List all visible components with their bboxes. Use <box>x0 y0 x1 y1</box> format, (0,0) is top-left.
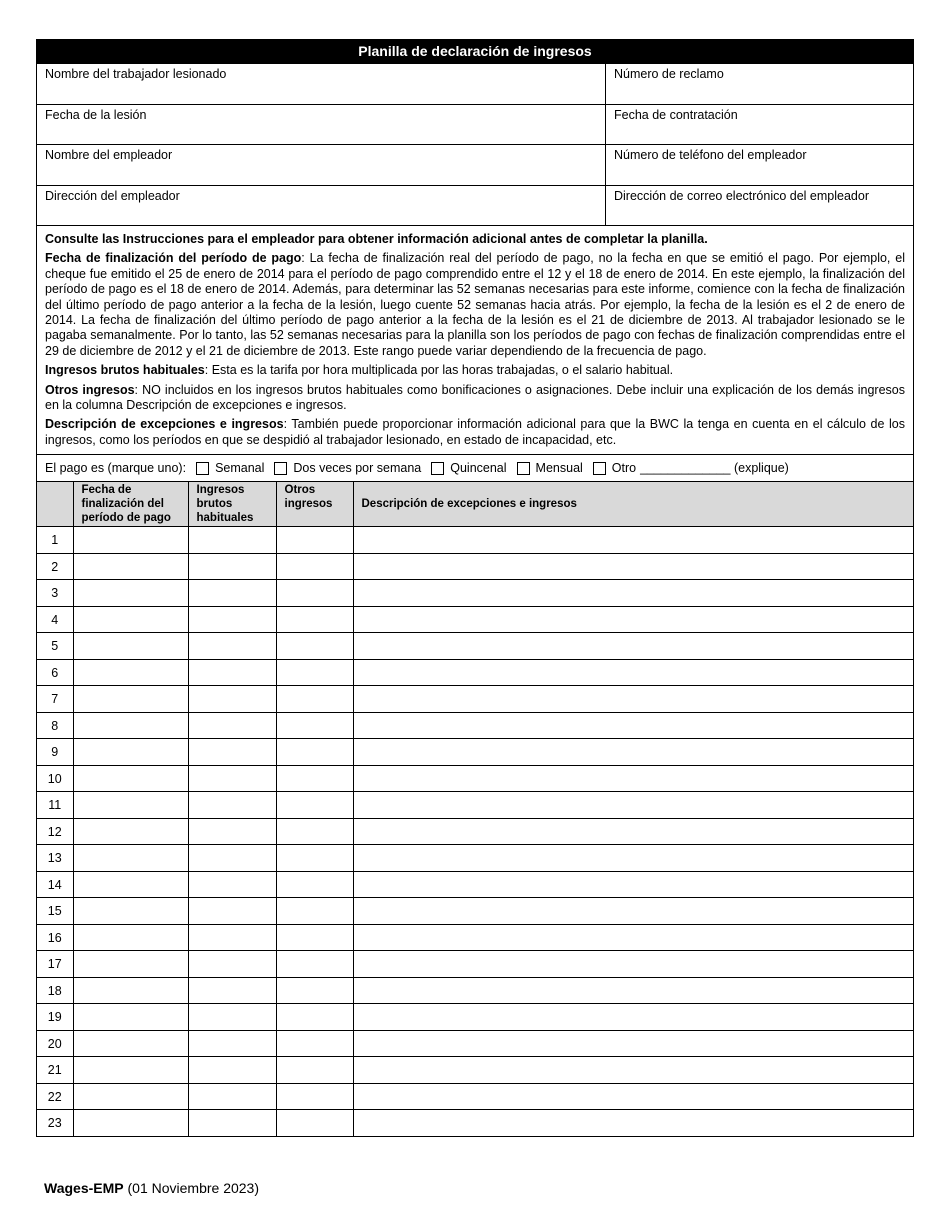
row-number: 19 <box>37 1004 73 1031</box>
gross-wages-cell[interactable] <box>188 1030 276 1057</box>
description-cell[interactable] <box>353 712 913 739</box>
gross-wages-cell[interactable] <box>188 951 276 978</box>
gross-wages-cell[interactable] <box>188 845 276 872</box>
gross-wages-cell[interactable] <box>188 606 276 633</box>
table-row <box>37 1030 913 1057</box>
injury-date-field[interactable]: Fecha de la lesión <box>37 105 606 145</box>
gross-wages-cell[interactable] <box>188 1004 276 1031</box>
gross-wages-cell[interactable] <box>188 739 276 766</box>
row-number: 8 <box>37 712 73 739</box>
row-number: 20 <box>37 1030 73 1057</box>
row-number: 10 <box>37 765 73 792</box>
pay-period-end-cell[interactable] <box>73 1110 188 1137</box>
wages-table-header <box>37 482 913 527</box>
table-row <box>37 1057 913 1084</box>
pay-period-end-cell[interactable] <box>73 606 188 633</box>
table-row <box>37 1110 913 1137</box>
description-cell[interactable] <box>353 871 913 898</box>
form-date: (01 Noviembre 2023) <box>127 1180 260 1196</box>
gross-wages-cell[interactable] <box>188 712 276 739</box>
instruction-exceptions: Descripción de excepciones e ingresos: También puede proporcionar información adicional para que la BWC la tenga en cuenta en el cálculo de los ingresos, como los períodos en que se despidió al trabajador lesionado, en estado de incapacidad, etc. <box>45 417 905 447</box>
other-income-cell[interactable] <box>276 792 353 819</box>
description-cell[interactable] <box>353 659 913 686</box>
pay-period-end-cell[interactable] <box>73 527 188 554</box>
gross-wages-cell[interactable] <box>188 553 276 580</box>
table-row <box>37 977 913 1004</box>
other-income-cell[interactable] <box>276 818 353 845</box>
table-row <box>37 871 913 898</box>
table-row <box>37 739 913 766</box>
other-income-cell[interactable] <box>276 1057 353 1084</box>
form-code: Wages-EMP <box>44 1180 124 1196</box>
other-income-cell[interactable] <box>276 1030 353 1057</box>
pay-period-end-cell[interactable] <box>73 1083 188 1110</box>
table-row <box>37 818 913 845</box>
pay-option-biweekly[interactable]: Quincenal <box>431 461 506 475</box>
pay-option-twice-weekly[interactable]: Dos veces por semana <box>274 461 421 475</box>
pay-option-monthly[interactable]: Mensual <box>517 461 583 475</box>
description-cell[interactable] <box>353 553 913 580</box>
injured-worker-name-field[interactable]: Nombre del trabajador lesionado <box>37 64 606 104</box>
description-cell[interactable] <box>353 818 913 845</box>
description-cell[interactable] <box>353 951 913 978</box>
table-row <box>37 686 913 713</box>
info-row-employer <box>37 144 913 185</box>
pay-period-end-cell[interactable] <box>73 1030 188 1057</box>
instruction-pay-period-end: Fecha de finalización del período de pago: La fecha de finalización real del período de pago, no la fecha en que se emitió el pago. Por ejemplo, el cheque fue emitido el 25 de enero de 2014 para el período de pago comprendido entre el 12 y el 18 de enero de 2014. En este ejemplo, la finalización del período de pago es el 18 de enero de 2014. Además, para determinar las 52 semanas necesarias para este informe, comience con la fecha de finalización del último período de pago anterior a la fecha de la lesión, luego cuente 52 semanas hacia atrás. Por ejemplo, la fecha de la lesión es el 2 de enero de 2014. La fecha de finalización del último período de pago anterior a la fecha de la lesión es el 21 de diciembre de 2013. Al trabajador lesionado se le pagaba semanalmente. Por lo tanto, las 52 semanas necesarias para la planilla son los períodos de pago con fechas de finalización comprendidas entre el 29 de diciembre de 2012 y el 21 de diciembre de 2013. Este rango puede variar dependiendo de la frecuencia de pago. <box>45 251 905 358</box>
pay-period-end-cell[interactable] <box>73 765 188 792</box>
table-row <box>37 553 913 580</box>
gross-wages-cell[interactable] <box>188 924 276 951</box>
instructions-intro: Consulte las Instrucciones para el empleador para obtener información adicional antes de completar la planilla. <box>45 232 708 246</box>
header-row-number <box>37 482 73 527</box>
row-number: 2 <box>37 553 73 580</box>
other-income-cell[interactable] <box>276 924 353 951</box>
info-row-address <box>37 185 913 226</box>
header-pay-period-end: Fecha de finalización del período de pago <box>73 482 188 527</box>
description-cell[interactable] <box>353 977 913 1004</box>
gross-wages-cell[interactable] <box>188 659 276 686</box>
gross-wages-cell[interactable] <box>188 977 276 1004</box>
other-income-cell[interactable] <box>276 871 353 898</box>
table-row <box>37 1083 913 1110</box>
description-cell[interactable] <box>353 845 913 872</box>
other-income-cell[interactable] <box>276 845 353 872</box>
description-cell[interactable] <box>353 792 913 819</box>
other-income-cell[interactable] <box>276 659 353 686</box>
other-income-cell[interactable] <box>276 898 353 925</box>
pay-period-end-cell[interactable] <box>73 792 188 819</box>
employer-phone-field[interactable]: Número de teléfono del empleador <box>614 148 807 162</box>
row-number: 17 <box>37 951 73 978</box>
pay-option-other[interactable]: Otro _____________ (explique) <box>593 461 789 475</box>
pay-period-end-cell[interactable] <box>73 633 188 660</box>
gross-wages-cell[interactable] <box>188 1083 276 1110</box>
instructions-section <box>37 225 913 454</box>
row-number: 11 <box>37 792 73 819</box>
pay-period-end-cell[interactable] <box>73 977 188 1004</box>
other-income-cell[interactable] <box>276 553 353 580</box>
form-title: Planilla de declaración de ingresos <box>37 40 913 63</box>
pay-period-end-cell[interactable] <box>73 553 188 580</box>
row-number: 3 <box>37 580 73 607</box>
other-explain-blank[interactable]: _____________ (explique) <box>640 461 789 476</box>
table-row <box>37 924 913 951</box>
pay-period-end-cell[interactable] <box>73 712 188 739</box>
checkbox-biweekly[interactable] <box>431 462 444 475</box>
pay-period-end-cell[interactable] <box>73 580 188 607</box>
table-row <box>37 580 913 607</box>
row-number: 12 <box>37 818 73 845</box>
pay-period-end-cell[interactable] <box>73 818 188 845</box>
instruction-gross-wages: Ingresos brutos habituales: Esta es la tarifa por hora multiplicada por las horas trabajadas, o el salario habitual. <box>45 363 674 378</box>
other-income-cell[interactable] <box>276 1110 353 1137</box>
wages-table <box>37 481 913 1136</box>
row-number: 9 <box>37 739 73 766</box>
checkbox-weekly[interactable] <box>196 462 209 475</box>
pay-period-end-cell[interactable] <box>73 686 188 713</box>
row-number: 6 <box>37 659 73 686</box>
other-income-cell[interactable] <box>276 1004 353 1031</box>
other-income-cell[interactable] <box>276 739 353 766</box>
row-number: 5 <box>37 633 73 660</box>
other-income-cell[interactable] <box>276 712 353 739</box>
header-other-income: Otros ingresos <box>276 482 353 527</box>
wage-statement-form <box>36 39 914 1137</box>
gross-wages-cell[interactable] <box>188 765 276 792</box>
row-number: 22 <box>37 1083 73 1110</box>
description-cell[interactable] <box>353 633 913 660</box>
gross-wages-cell[interactable] <box>188 898 276 925</box>
gross-wages-cell[interactable] <box>188 792 276 819</box>
pay-period-end-cell[interactable] <box>73 845 188 872</box>
description-cell[interactable] <box>353 1083 913 1110</box>
description-cell[interactable] <box>353 924 913 951</box>
table-row <box>37 898 913 925</box>
description-cell[interactable] <box>353 1110 913 1137</box>
checkbox-monthly[interactable] <box>517 462 530 475</box>
table-row <box>37 1004 913 1031</box>
other-income-cell[interactable] <box>276 606 353 633</box>
description-cell[interactable] <box>353 765 913 792</box>
table-row <box>37 606 913 633</box>
table-row <box>37 712 913 739</box>
pay-period-end-cell[interactable] <box>73 924 188 951</box>
description-cell[interactable] <box>353 1004 913 1031</box>
employer-address-field[interactable]: Dirección del empleador <box>37 186 606 226</box>
employer-name-field[interactable]: Nombre del empleador <box>37 145 606 185</box>
pay-period-end-cell[interactable] <box>73 1057 188 1084</box>
table-row <box>37 951 913 978</box>
row-number: 21 <box>37 1057 73 1084</box>
description-cell[interactable] <box>353 686 913 713</box>
pay-period-end-cell[interactable] <box>73 659 188 686</box>
other-income-cell[interactable] <box>276 1083 353 1110</box>
other-income-cell[interactable] <box>276 527 353 554</box>
hire-date-field[interactable]: Fecha de contratación <box>614 107 738 122</box>
header-gross-wages: Ingresos brutos habituales <box>188 482 276 527</box>
pay-period-end-cell[interactable] <box>73 1004 188 1031</box>
pay-period-end-cell[interactable] <box>73 739 188 766</box>
description-cell[interactable] <box>353 1057 913 1084</box>
row-number: 4 <box>37 606 73 633</box>
gross-wages-cell[interactable] <box>188 527 276 554</box>
pay-frequency-label: El pago es (marque uno): <box>45 461 187 476</box>
info-row-worker <box>37 63 913 104</box>
other-income-cell[interactable] <box>276 977 353 1004</box>
table-row <box>37 633 913 660</box>
table-row <box>37 527 913 554</box>
row-number: 13 <box>37 845 73 872</box>
gross-wages-cell[interactable] <box>188 1110 276 1137</box>
instruction-other-income: Otros ingresos: NO incluidos en los ingresos brutos habituales como bonificaciones o asignaciones. Debe incluir una explicación de los demás ingresos en la columna Descripción de excepciones e ingresos. <box>45 382 905 413</box>
description-cell[interactable] <box>353 898 913 925</box>
gross-wages-cell[interactable] <box>188 871 276 898</box>
row-number: 16 <box>37 924 73 951</box>
other-income-cell[interactable] <box>276 580 353 607</box>
description-cell[interactable] <box>353 1030 913 1057</box>
pay-period-end-cell[interactable] <box>73 898 188 925</box>
wages-table-body <box>37 527 913 1137</box>
checkbox-other[interactable] <box>593 462 606 475</box>
pay-period-end-cell[interactable] <box>73 871 188 898</box>
description-cell[interactable] <box>353 606 913 633</box>
table-row <box>37 792 913 819</box>
row-number: 1 <box>37 527 73 554</box>
description-cell[interactable] <box>353 580 913 607</box>
row-number: 14 <box>37 871 73 898</box>
form-footer <box>44 1180 259 1196</box>
row-number: 18 <box>37 977 73 1004</box>
checkbox-twice-weekly[interactable] <box>274 462 287 475</box>
gross-wages-cell[interactable] <box>188 1057 276 1084</box>
description-cell[interactable] <box>353 527 913 554</box>
other-income-cell[interactable] <box>276 951 353 978</box>
header-description: Descripción de excepciones e ingresos <box>353 482 913 527</box>
other-income-cell[interactable] <box>276 765 353 792</box>
pay-frequency-row <box>37 454 913 481</box>
claim-number-field[interactable]: Número de reclamo <box>614 67 724 81</box>
gross-wages-cell[interactable] <box>188 633 276 660</box>
other-income-cell[interactable] <box>276 686 353 713</box>
pay-period-end-cell[interactable] <box>73 951 188 978</box>
info-row-dates <box>37 104 913 145</box>
row-number: 7 <box>37 686 73 713</box>
row-number: 15 <box>37 898 73 925</box>
table-row <box>37 659 913 686</box>
gross-wages-cell[interactable] <box>188 686 276 713</box>
other-income-cell[interactable] <box>276 633 353 660</box>
table-row <box>37 845 913 872</box>
pay-option-weekly[interactable]: Semanal <box>196 461 264 475</box>
employer-email-field[interactable]: Dirección de correo electrónico del empleador <box>614 188 869 203</box>
description-cell[interactable] <box>353 739 913 766</box>
table-row <box>37 765 913 792</box>
gross-wages-cell[interactable] <box>188 580 276 607</box>
row-number: 23 <box>37 1110 73 1137</box>
gross-wages-cell[interactable] <box>188 818 276 845</box>
